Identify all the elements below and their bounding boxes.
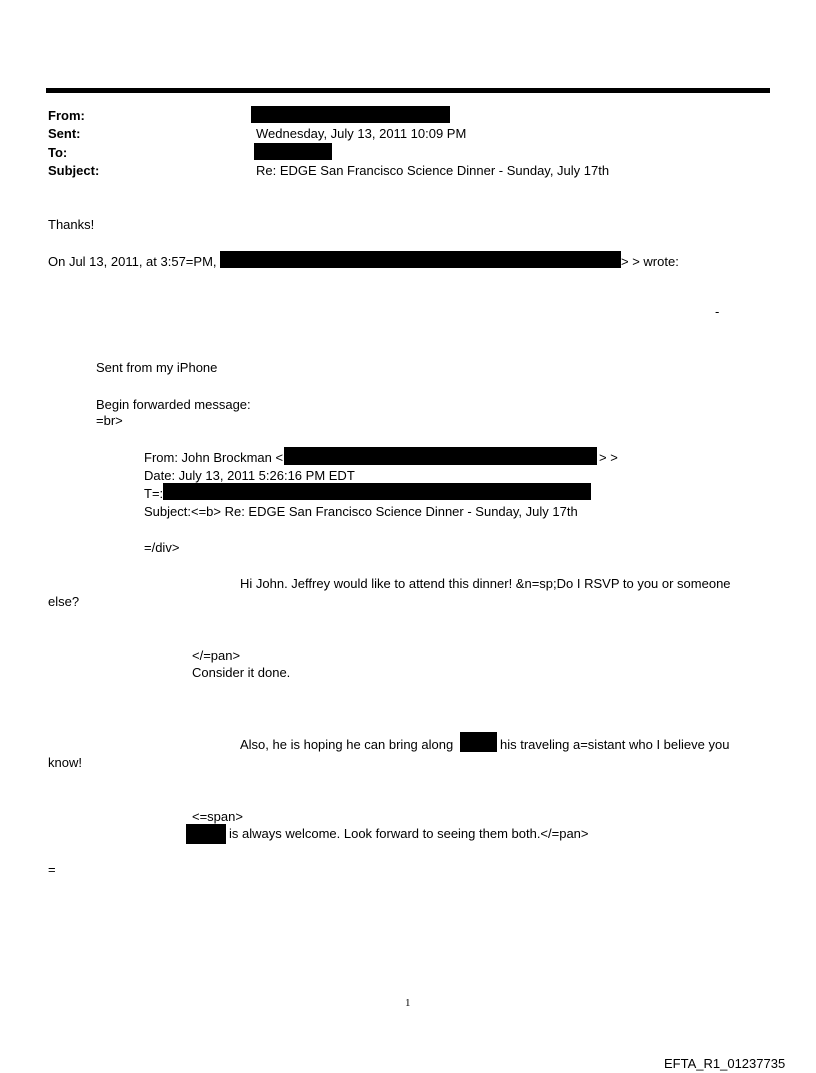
fwd-subject: Subject:<=b> Re: EDGE San Francisco Science Dinner - Sunday, July 17th <box>144 504 578 519</box>
fwd-from-prefix: From: John Brockman < <box>144 450 284 465</box>
begin-forwarded: Begin forwarded message: <box>96 397 251 412</box>
also-line-prefix: Also, he is hoping he can bring along <box>240 737 454 752</box>
reply-intro-suffix: > > wrote: <box>621 254 679 269</box>
fwd-date: Date: July 13, 2011 5:26:16 PM EDT <box>144 468 355 483</box>
sent-value: Wednesday, July 13, 2011 10:09 PM <box>256 126 467 141</box>
to-redaction <box>254 143 332 160</box>
trailing-equals: = <box>48 862 56 877</box>
subject-label: Subject: <box>48 163 100 178</box>
span-tag-text: <=span> <box>192 809 243 824</box>
to-label: To: <box>48 145 68 160</box>
br-tag-text: =br> <box>96 413 123 428</box>
fwd-to-redaction <box>163 483 591 500</box>
sent-label: Sent: <box>48 126 81 141</box>
fwd-to-label: T=: <box>144 486 164 501</box>
pan-tag-text: </=pan> <box>192 648 241 663</box>
bates-number: EFTA_R1_01237735 <box>664 1056 786 1071</box>
fwd-from-suffix: > > <box>599 450 618 465</box>
sender-redaction <box>220 251 621 268</box>
subject-value: Re: EDGE San Francisco Science Dinner - Sunday, July 17th <box>256 163 610 178</box>
div-tag-text: =/div> <box>144 540 180 555</box>
assistant-name-redaction <box>460 732 497 752</box>
page-number: 1 <box>405 997 411 1009</box>
hi-john-line: Hi John. Jeffrey would like to attend this dinner! &n=sp;Do I RSVP to you or someone <box>240 576 731 591</box>
know-line: know! <box>48 755 82 770</box>
reply-intro-prefix: On Jul 13, 2011, at 3:57=PM, <box>48 254 217 269</box>
welcome-name-redaction <box>186 824 226 844</box>
thanks-text: Thanks! <box>48 217 95 232</box>
consider-done-line: Consider it done. <box>192 665 291 680</box>
fwd-from-redaction <box>284 447 597 465</box>
else-line: else? <box>48 594 80 609</box>
also-line-suffix: his traveling a=sistant who I believe you <box>500 737 730 752</box>
from-label: From: <box>48 108 85 123</box>
welcome-line: is always welcome. Look forward to seeing them both.</=pan> <box>229 826 589 841</box>
from-redaction <box>251 106 450 123</box>
sent-from-iphone: Sent from my iPhone <box>96 360 218 375</box>
header-rule <box>46 88 770 93</box>
stray-dash: - <box>715 304 720 319</box>
